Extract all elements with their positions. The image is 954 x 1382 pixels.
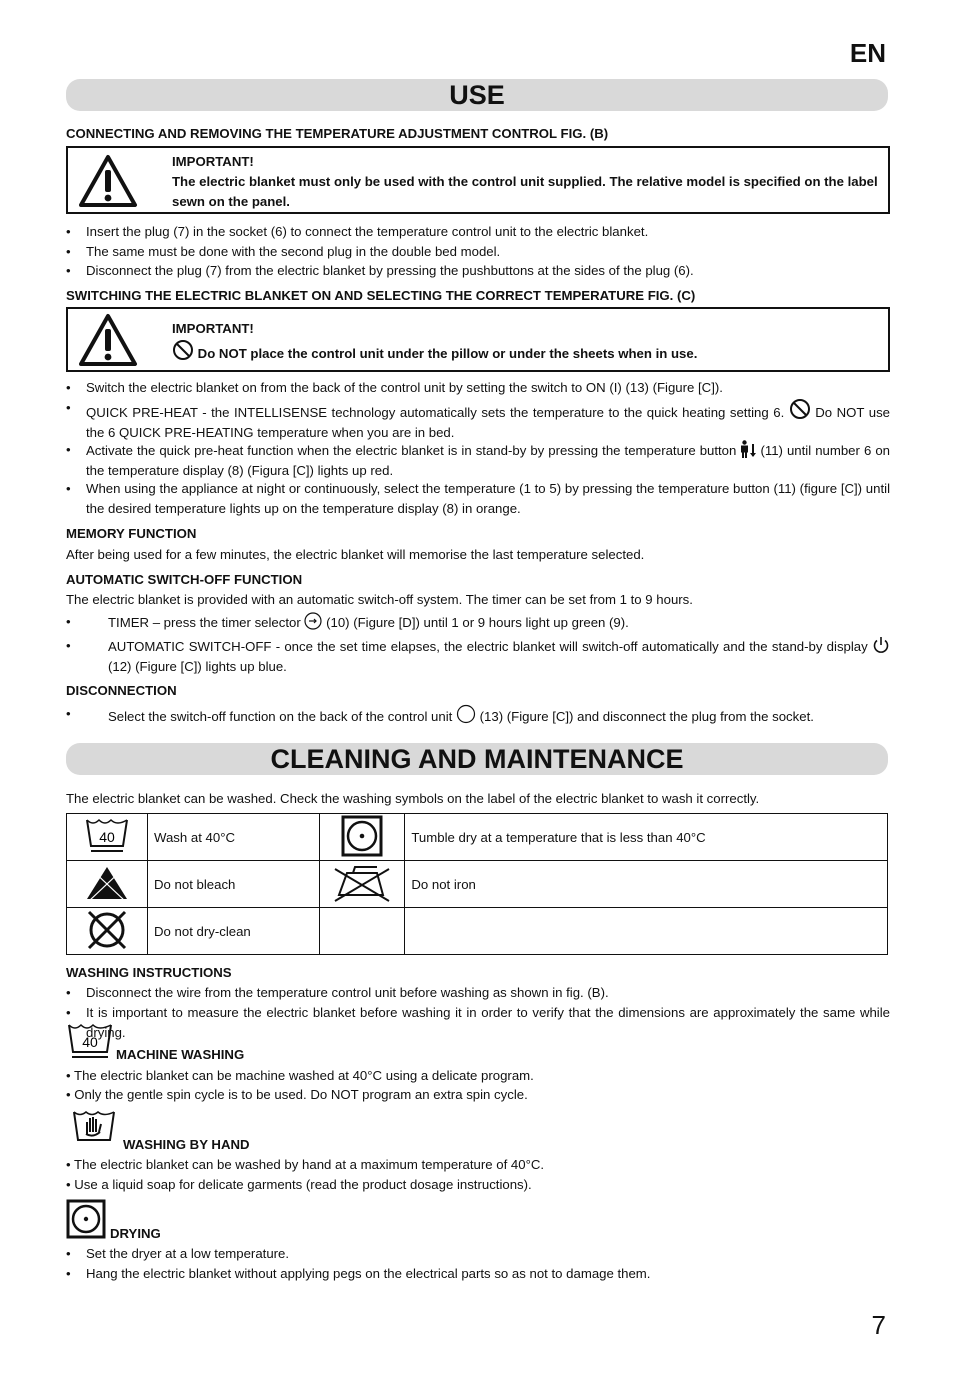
hand-wash-icon [72, 1108, 116, 1146]
hand-line: • Use a liquid soap for delicate garments (read the product dosage instructions). [66, 1177, 532, 1192]
temperature-button-icon [740, 440, 756, 458]
list-item: • Disconnect the wire from the temperature control unit before washing as shown in fig. (B). [66, 985, 609, 1000]
list-item: • TIMER – press the timer selector (10) (Figure [D]) until 1 or 9 hours light up green (9). [66, 614, 629, 630]
memory-heading: MEMORY FUNCTION [66, 526, 197, 541]
section2-heading: SWITCHING THE ELECTRIC BLANKET ON AND SELECTING THE CORRECT TEMPERATURE FIG. (C) [66, 288, 696, 303]
autooff-text: The electric blanket is provided with an automatic switch-off system. The timer can be set from 1 to 9 hours. [66, 592, 693, 607]
memory-text: After being used for a few minutes, the electric blanket will memorise the last temperature selected. [66, 547, 645, 562]
list-item: • Activate the quick pre-heat function when the electric blanket is in stand-by by pressing the temperature button (11) until number 6 on the temperature display (8) (Figura [C]) lights up red. [66, 442, 890, 478]
important-box-1 [66, 146, 890, 214]
symbol-desc-tumble: Tumble dry at a temperature that is less than 40°C [405, 814, 888, 861]
symbol-desc-nobleach: Do not bleach [148, 861, 320, 908]
list-item: • The same must be done with the second plug in the double bed model. [66, 244, 501, 259]
svg-text:40: 40 [82, 1034, 98, 1050]
list-item: • Hang the electric blanket without applying pegs on the electrical parts so as not to damage them. [66, 1266, 651, 1281]
language-label: EN [849, 38, 886, 68]
section-title-cleaning: CLEANING AND MAINTENANCE [66, 743, 888, 775]
warning-triangle-icon [78, 154, 138, 208]
no-bleach-icon [85, 863, 129, 903]
symbol-desc-noiron: Do not iron [405, 861, 888, 908]
washing-symbols-table [66, 813, 888, 955]
hand-washing-heading: WASHING BY HAND [123, 1137, 250, 1152]
timer-icon [304, 612, 322, 630]
important-text: Do NOT place the control unit under the pillow or under the sheets when in use. [197, 346, 698, 361]
list-item: • Switch the electric blanket on from the back of the control unit by setting the switch to ON (I) (13) (Figure [C]). [66, 380, 723, 395]
standby-power-icon [872, 636, 890, 654]
list-item: • Insert the plug (7) in the socket (6) to connect the temperature control unit to the electric blanket. [66, 224, 649, 239]
machine-washing-heading: MACHINE WASHING [116, 1047, 245, 1062]
list-item: • Set the dryer at a low temperature. [66, 1246, 290, 1261]
disconnection-heading: DISCONNECTION [66, 683, 177, 698]
washing-instructions-heading: WASHING INSTRUCTIONS [66, 965, 232, 980]
important-label: IMPORTANT! [172, 321, 254, 336]
important-box-2 [66, 307, 890, 372]
important-text: The electric blanket must only be used with the control unit supplied. The relative model is specified on the label sewn on the panel. [172, 174, 878, 209]
drying-heading: DRYING [110, 1226, 161, 1241]
hand-line: • The electric blanket can be washed by hand at a maximum temperature of 40°C. [66, 1157, 545, 1172]
list-item: • Disconnect the plug (7) from the electric blanket by pressing the pushbuttons at the sides of the plug (6). [66, 263, 694, 278]
drying-icon [66, 1199, 106, 1239]
section-title-use: USE [66, 79, 888, 111]
symbol-desc-nodryclean: Do not dry-clean [148, 908, 320, 955]
svg-text:40: 40 [99, 828, 115, 845]
machine-line: • Only the gentle spin cycle is to be used. Do NOT program an extra spin cycle. [66, 1087, 528, 1102]
off-circle-icon [456, 704, 476, 724]
important-label: IMPORTANT! [172, 154, 254, 169]
list-item: • It is important to measure the electric blanket before washing it in order to verify that the dimensions are approximately the same while drying. [66, 1005, 890, 1040]
list-item: • QUICK PRE-HEAT - the INTELLISENSE technology automatically sets the temperature to the quick heating setting 6. Do NOT use the 6 QUICK PRE-HEATING temperature when you are in bed. [66, 400, 890, 440]
wash-tub-icon [85, 816, 129, 856]
list-item: • When using the appliance at night or continuously, select the temperature (1 to 5) by pressing the temperature button (11) (figure [C]) until the desired temperature lights up on the temperature display (8) in orange. [66, 481, 890, 516]
page-number: 7 [871, 1310, 886, 1340]
warning-triangle-icon [78, 313, 138, 367]
machine-wash-icon [66, 1022, 114, 1062]
no-iron-icon [333, 863, 391, 903]
prohibited-icon [789, 398, 811, 420]
machine-line: • The electric blanket can be machine washed at 40°C using a delicate program. [66, 1068, 534, 1083]
autooff-heading: AUTOMATIC SWITCH-OFF FUNCTION [66, 572, 303, 587]
cleaning-intro: The electric blanket can be washed. Check the washing symbols on the label of the electric blanket to wash it correctly. [66, 791, 760, 806]
tumble-dry-icon [341, 815, 383, 857]
list-item: • Select the switch-off function on the back of the control unit (13) (Figure [C]) and disconnect the plug from the socket. [66, 706, 814, 724]
prohibited-icon [172, 339, 194, 361]
list-item: • AUTOMATIC SWITCH-OFF - once the set time elapses, the electric blanket will switch-off automatically and the stand-by display (12) (Figure [C]) lights up blue. [66, 636, 890, 677]
section1-heading: CONNECTING AND REMOVING THE TEMPERATURE ADJUSTMENT CONTROL FIG. (B) [66, 126, 609, 141]
no-dry-clean-icon [85, 909, 129, 951]
symbol-desc-wash: Wash at 40°C [148, 814, 320, 861]
